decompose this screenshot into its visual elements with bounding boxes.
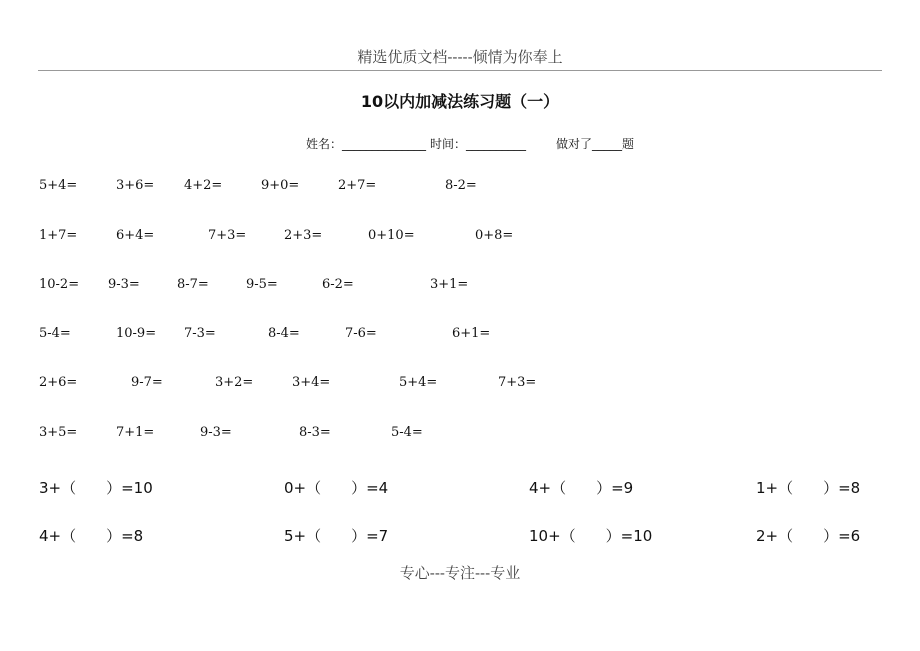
problem-item: 6+1=: [452, 326, 491, 341]
page-header: 精选优质文档-----倾情为你奉上: [357, 48, 563, 66]
fill-blank-item: 1+（ ）=8: [756, 479, 861, 497]
problem-item: 9+0=: [261, 178, 300, 193]
problem-item: 3+2=: [215, 375, 254, 390]
worksheet-title: 10以内加减法练习题（一）: [360, 92, 560, 111]
fill-blank-item: 4+（ ）=8: [39, 527, 144, 545]
problem-item: 9-3=: [108, 277, 140, 292]
problem-item: 5-4=: [39, 326, 71, 341]
fill-blank-item: 10+（ ）=10: [529, 527, 653, 545]
score-field-label: 做对了_____题: [556, 137, 635, 151]
problem-item: 5+4=: [39, 178, 78, 193]
problem-item: 7+3=: [498, 375, 537, 390]
page-footer: 专心---专注---专业: [399, 564, 521, 582]
problem-item: 2+6=: [39, 375, 78, 390]
problem-item: 3+4=: [292, 375, 331, 390]
header-divider: [38, 70, 882, 71]
problem-item: 7-6=: [345, 326, 377, 341]
problem-item: 5+4=: [399, 375, 438, 390]
fill-blank-item: 4+（ ）=9: [529, 479, 634, 497]
problem-item: 8-2=: [445, 178, 477, 193]
problem-item: 8-7=: [177, 277, 209, 292]
problem-item: 3+1=: [430, 277, 469, 292]
problem-item: 0+10=: [368, 228, 415, 243]
problem-item: 9-7=: [131, 375, 163, 390]
problem-item: 0+8=: [475, 228, 514, 243]
problem-item: 7+3=: [208, 228, 247, 243]
problem-item: 3+6=: [116, 178, 155, 193]
problem-item: 1+7=: [39, 228, 78, 243]
problem-item: 8-3=: [299, 425, 331, 440]
problem-item: 2+7=: [338, 178, 377, 193]
problem-item: 10-2=: [39, 277, 80, 292]
problem-item: 4+2=: [184, 178, 223, 193]
problem-item: 10-9=: [116, 326, 157, 341]
problem-item: 7-3=: [184, 326, 216, 341]
problem-item: 7+1=: [116, 425, 155, 440]
problem-item: 3+5=: [39, 425, 78, 440]
problem-item: 8-4=: [268, 326, 300, 341]
fill-blank-item: 3+（ ）=10: [39, 479, 153, 497]
problem-item: 6+4=: [116, 228, 155, 243]
fill-blank-item: 0+（ ）=4: [284, 479, 389, 497]
problem-item: 6-2=: [322, 277, 354, 292]
problem-item: 9-5=: [246, 277, 278, 292]
problem-item: 2+3=: [284, 228, 323, 243]
name-field-label: 姓名：______________: [306, 137, 427, 151]
fill-blank-item: 5+（ ）=7: [284, 527, 389, 545]
time-field-label: 时间：__________: [430, 137, 527, 151]
problem-item: 9-3=: [200, 425, 232, 440]
fill-blank-item: 2+（ ）=6: [756, 527, 861, 545]
problem-item: 5-4=: [391, 425, 423, 440]
